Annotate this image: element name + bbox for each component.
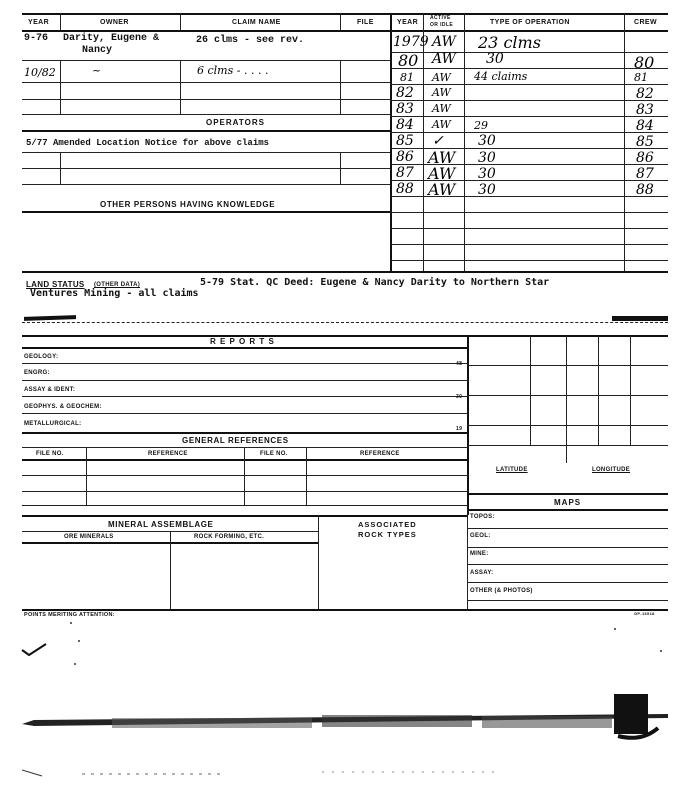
refs-rule [22,505,468,506]
grid-line [467,445,668,446]
log-rule [390,84,668,85]
grid-line [630,335,631,445]
maps-other: OTHER (& PHOTOS) [470,588,533,594]
header-year-2: YEAR [397,19,419,26]
owner-1-name: Darity, Eugene & [63,33,160,44]
log-4-status: AW [432,86,451,99]
report-rule [22,413,468,414]
scan-noise-band [22,690,668,790]
operators-col-line [340,152,341,184]
longitude-label: LONGITUDE [592,467,631,473]
report-geophys: GEOPHYS. & GEOCHEM: [24,404,102,410]
owner-1-name-cont: Nancy [82,45,113,56]
maps-header-rule [467,509,668,511]
header-bottom-rule [22,30,668,32]
reports-title: R E P O R T S [210,337,275,346]
log-2-crew: 80 [634,53,655,72]
check-mark-icon [20,640,50,660]
owner-2-claim: 6 clms - . . . . [197,64,269,77]
log-5-status: AW [432,102,451,115]
grid-line [467,395,668,396]
speckle [660,650,662,652]
log-6-year: 84 [396,117,414,133]
assoc-rock-2: ROCK TYPES [358,530,417,539]
hdr-div [180,13,181,30]
maps-left-line [467,509,468,609]
log-10-type: 30 [478,182,496,198]
form-number: GP-16518 [634,611,655,616]
log-8-status: AW [428,148,456,167]
log-7-type: 30 [478,133,496,149]
report-engrg-num: 48 [456,361,463,367]
points-label: POINTS MERITING ATTENTION: [24,612,115,618]
log-rule [390,116,668,117]
dashed-rule [22,322,668,323]
hdr-div [340,13,341,30]
log-5-year: 83 [396,101,414,117]
report-rule [22,432,468,434]
owner-1-year: 9-76 [24,33,49,44]
land-status-sublabel: (OTHER DATA) [94,282,141,288]
header-idle: OR IDLE [430,22,454,28]
speckle [70,622,72,624]
maps-top-rule [467,493,668,495]
maps-rule [467,547,668,548]
log-rule [390,244,668,245]
mineral-ore: ORE MINERALS [64,534,114,540]
log-6-status: AW [432,118,451,131]
points-top-rule [22,609,668,611]
grid-line [467,365,668,366]
report-rule [22,363,468,364]
mineral-title: MINERAL ASSEMBLAGE [108,520,214,529]
header-owner: OWNER [100,19,129,26]
log-7-status: ✓ [432,133,444,149]
owner-2-year: 10/82 [24,66,56,79]
owner-1-claim: 26 clms - see rev. [196,35,305,46]
land-status-line-1: 5-79 Stat. QC Deed: Eugene & Nancy Darity to Northern Star [200,277,550,288]
log-3-status: AW [432,71,451,84]
general-refs-title: GENERAL REFERENCES [182,436,289,445]
operators-rule [22,168,390,169]
other-persons-rule [22,211,390,213]
log-rule [390,260,668,261]
report-geology: GEOLOGY: [24,354,59,360]
log-9-crew: 87 [636,166,654,182]
refs-col-line [244,447,245,505]
operators-rule [22,152,390,153]
header-claim-name: CLAIM NAME [232,19,281,26]
operators-line-1: 5/77 Amended Location Notice for above claims [26,138,270,148]
grid-line [566,335,567,463]
grid-line [530,335,531,445]
refs-col-line [86,447,87,505]
report-geophys-num: 30 [456,394,463,400]
log-2-status: AW [432,51,456,67]
refs-rule [22,491,468,492]
log-3-type: 44 claims [474,70,528,83]
owner-row-rule [22,99,390,100]
owner-col-line [60,60,61,114]
log-4-year: 82 [396,85,414,101]
owner-row-rule [22,60,390,61]
log-6-type: 29 [474,119,488,132]
maps-assay: ASSAY: [470,570,494,576]
log-8-crew: 86 [636,150,654,166]
report-rule [22,380,468,381]
refs-col-reference-2: REFERENCE [360,451,400,457]
log-6-crew: 84 [636,118,654,134]
other-persons-title: OTHER PERSONS HAVING KNOWLEDGE [100,200,276,209]
log-4-crew: 82 [636,86,654,102]
maps-mine: MINE: [470,551,489,557]
speckle [614,628,616,630]
log-7-crew: 85 [636,134,654,150]
refs-col-reference: REFERENCE [148,451,188,457]
log-rule [390,100,668,101]
owner-col-line [340,60,341,114]
log-9-type: 30 [478,166,496,182]
log-1-type: 23 clms [478,33,541,52]
log-2-type: 30 [486,51,504,67]
log-7-year: 85 [396,133,414,149]
operators-rule [22,184,390,185]
log-10-status: AW [428,180,456,199]
refs-col-file-no-2: FILE NO. [260,451,288,457]
operators-col-line [60,152,61,184]
maps-rule [467,600,668,601]
maps-title: MAPS [554,498,582,507]
report-assay: ASSAY & IDENT: [24,387,76,393]
grid-line [598,335,599,445]
speckle [74,663,76,665]
log-3-year: 81 [400,71,414,84]
log-rule [390,68,668,69]
mineral-col-line [318,515,319,609]
grid-line [467,425,668,426]
refs-col-file-no: FILE NO. [36,451,64,457]
refs-col-line [306,447,307,505]
land-status-top-rule [22,271,668,273]
header-year: YEAR [28,19,50,26]
header-crew: CREW [634,19,657,26]
log-8-type: 30 [478,150,496,166]
maps-rule [467,582,668,583]
owner-col-line [180,60,181,114]
report-metallurgical: METALLURGICAL: [24,421,82,427]
log-8-year: 86 [396,149,414,165]
log-rule [390,228,668,229]
report-engrg: ENGRG: [24,370,50,376]
mineral-col-line [170,531,171,609]
log-5-crew: 83 [636,102,654,118]
operators-rule [22,130,390,132]
ink-stroke [24,315,76,321]
maps-geol: GEOL: [470,533,491,539]
log-10-crew: 88 [636,182,654,198]
ink-stroke [612,316,668,321]
log-9-status: AW [428,164,456,183]
latitude-label: LATITUDE [496,467,528,473]
header-top-rule [22,13,668,15]
header-file: FILE [357,19,374,26]
log-1-year: 1979 [393,34,429,50]
refs-rule [22,475,468,476]
mineral-top-rule [22,515,468,517]
refs-rule [22,447,468,448]
log-3-crew: 81 [634,71,648,84]
maps-topos: TOPOS: [470,514,495,520]
maps-rule [467,564,668,565]
refs-rule [22,459,468,461]
maps-rule [467,528,668,529]
log-rule [390,212,668,213]
owner-2-name: ~ [92,64,102,77]
land-status-line-2: Ventures Mining - all claims [30,288,199,299]
report-rule [22,396,468,397]
report-metallurgical-num: 19 [456,426,463,432]
log-10-year: 88 [396,181,414,197]
header-type-of-operation: TYPE OF OPERATION [490,19,570,26]
owner-row-rule [22,82,390,83]
log-2-year: 80 [398,51,419,70]
log-9-year: 87 [396,165,414,181]
mineral-rock-forming: ROCK FORMING, ETC. [194,534,265,540]
hdr-div [60,13,61,30]
header-active: ACTIVE [430,15,451,21]
log-1-status: AW [432,34,456,50]
assoc-rock-1: ASSOCIATED [358,520,417,529]
land-status-label: LAND STATUS [26,280,85,289]
owner-row-rule [22,114,390,115]
reports-header-rule [22,347,468,349]
operators-title: OPERATORS [206,118,265,127]
speckle [78,640,80,642]
reports-top-rule [22,335,668,337]
